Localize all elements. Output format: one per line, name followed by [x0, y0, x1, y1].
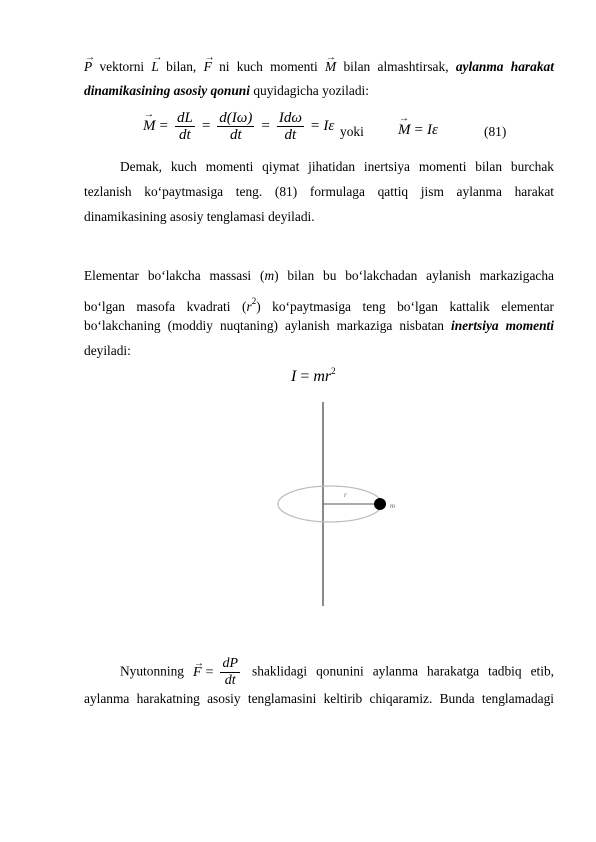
para2-line3: dinamikasining asosiy tenglamasi deyiladi.: [84, 209, 315, 224]
vector-f: → F: [204, 58, 212, 76]
point-mass: [374, 498, 386, 510]
para4-line2: aylanma harakatning asosiy tenglamasini keltirib chiqaramiz. Bunda tenglamadagi: [84, 691, 554, 706]
text: bilan almashtirsak,: [343, 59, 449, 74]
vector-m: → M: [325, 58, 336, 76]
emphasis: dinamikasining asosiy qonuni: [84, 83, 250, 98]
fraction: $\frac{dL}{dt}$: [176, 110, 193, 143]
para4-line1: Nyutonning → F = $\frac{dP}{dt}$ shaklidagi qonunini aylanma harakatga tadbiq etib,: [84, 656, 554, 689]
para3-line1: Elementar bo‘lakcha massasi (m) bilan bu bo‘lakchadan aylanish markazigacha: [84, 268, 554, 283]
text: bilan,: [166, 59, 197, 74]
para2-line1: Demak, kuch momenti qiymat jihatidan inertsiya momenti bilan burchak: [120, 159, 554, 174]
vector-m: → M: [143, 118, 156, 135]
emphasis: aylanma harakat: [455, 59, 554, 74]
newton-equation: → F = $\frac{dP}{dt}$: [193, 665, 243, 680]
para1-line2: [84, 82, 554, 100]
rotation-figure: [270, 396, 410, 610]
para2-line2: tezlanish ko‘paytmasiga teng. (81) formulaga qattiq jism aylanma harakat: [84, 184, 554, 199]
para3-line3: bo‘lakchaning (moddiy nuqtaning) aylanish markaziga nisbatan inertsiya momenti: [84, 318, 554, 333]
equation-81: → M = $\frac{dL}{dt}$ = $\frac{d(I\omega)}{dt}$ = $\frac{\text{Idω}}{dt}$ = Iε: [143, 110, 334, 143]
text: vektorni: [99, 59, 145, 74]
text: ni kuch momenti: [219, 59, 318, 74]
equation-81-short: → M = Iε: [398, 122, 438, 139]
fraction: $\frac{dP}{dt}$: [222, 656, 239, 688]
para3-line2: bo‘lgan masofa kvadrati $(r^2)$ ko‘paytmasiga teng bo‘lgan kattalik elementar: [84, 296, 554, 314]
label-m: m: [390, 502, 396, 510]
equation-yoki: yoki: [340, 124, 364, 139]
vector-l: → L: [151, 58, 158, 76]
fraction: $\frac{d(I\omega)}{dt}$: [219, 110, 253, 143]
fraction: $\frac{\text{Idω}}{dt}$: [278, 110, 302, 143]
para1-line1: [84, 58, 554, 76]
text: quyidagicha yoziladi:: [253, 83, 369, 98]
equation-inertia: $I = mr^2$: [291, 366, 336, 385]
label-r: r: [344, 491, 347, 499]
vector-p: → P: [84, 58, 92, 76]
equation-number: (81): [484, 124, 507, 139]
para3-line4: deyiladi:: [84, 343, 131, 358]
